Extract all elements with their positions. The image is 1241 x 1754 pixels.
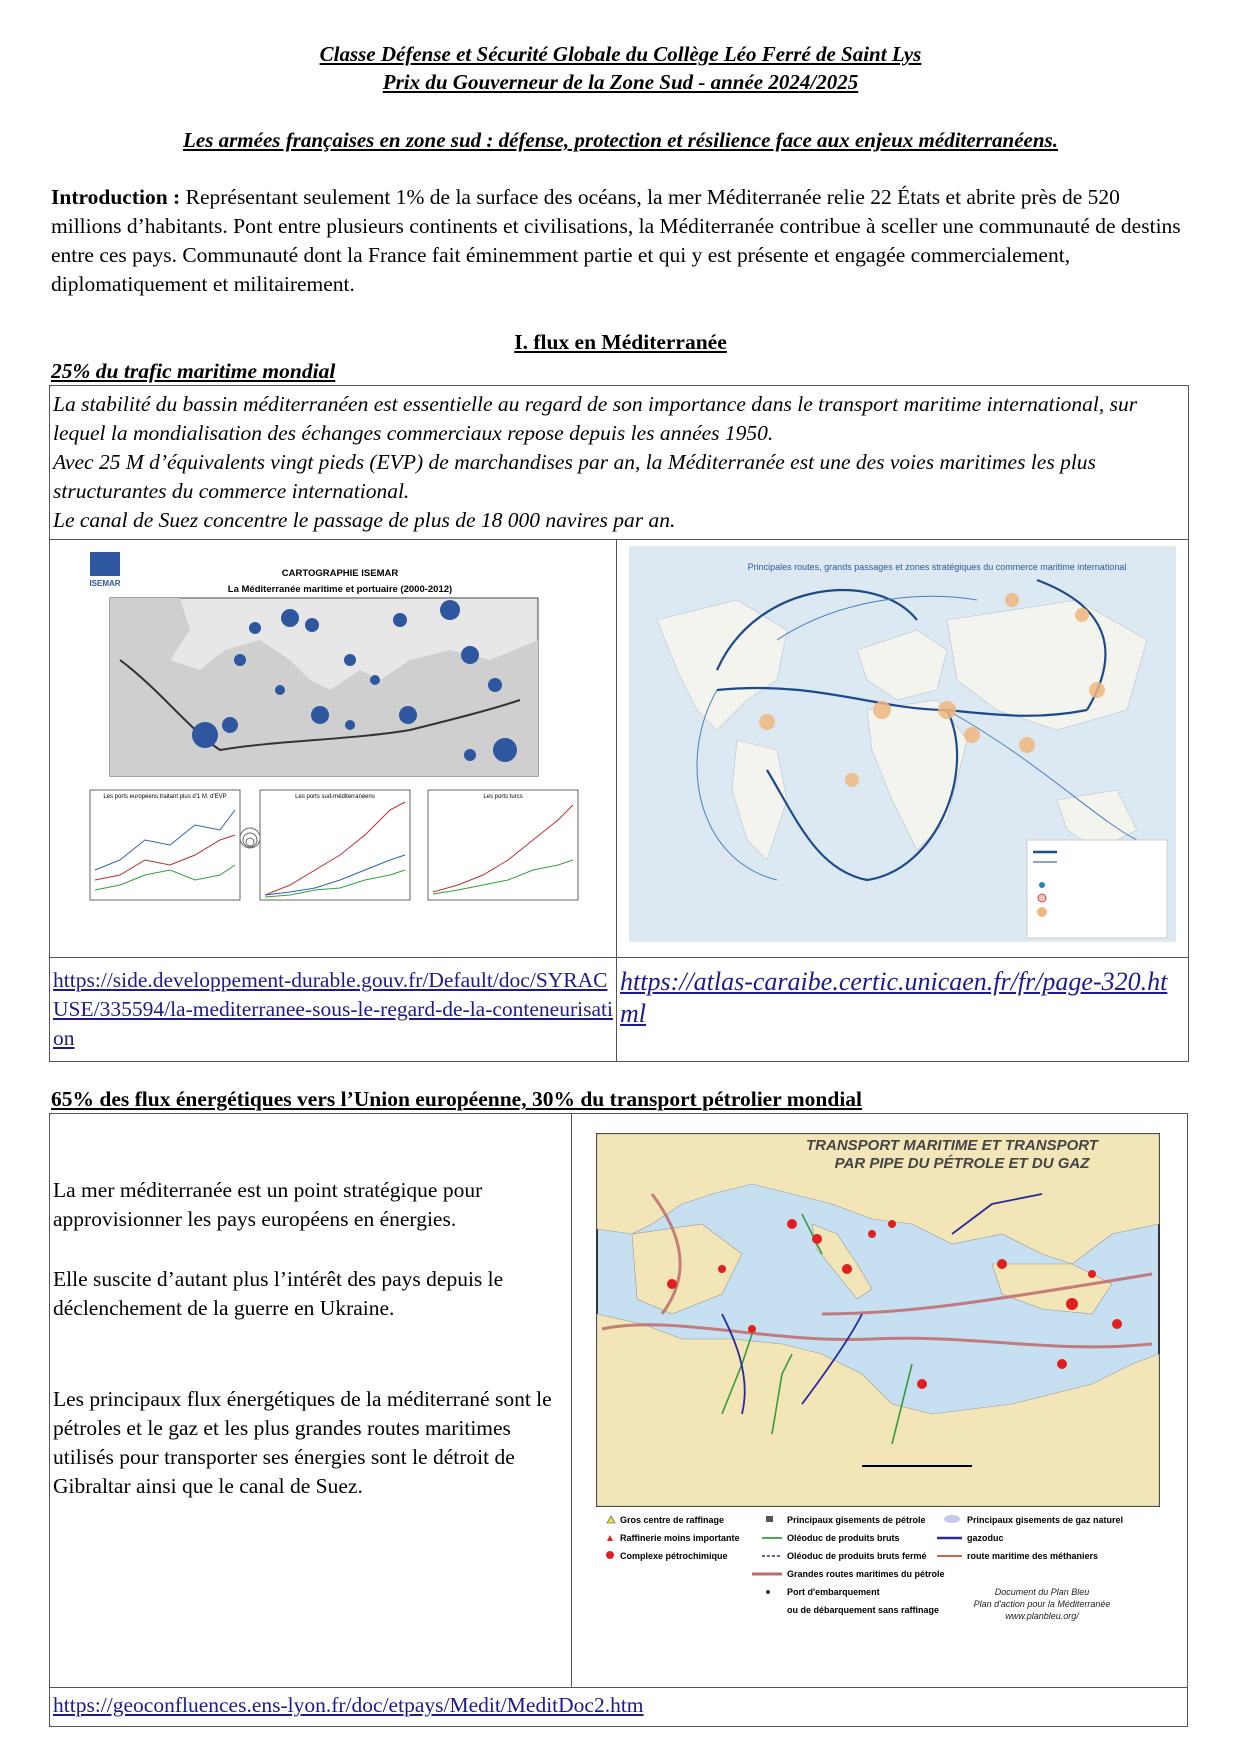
svg-text:Principaux gisements de gaz na: Principaux gisements de gaz naturel bbox=[967, 1515, 1124, 1525]
isemar-logo-text: ISEMAR bbox=[89, 579, 121, 588]
section-2-subtitle: 65% des flux énergétiques vers l’Union européenne, 30% du transport pétrolier mondial bbox=[51, 1087, 863, 1111]
figure-isemar bbox=[50, 540, 616, 957]
routes-title: Principales routes, grands passages et zones stratégiques du commerce maritime international bbox=[747, 562, 1127, 572]
intro-text: Représentant seulement 1% de la surface des océans, la mer Méditerranée relie 22 États et abrite près de 520 millions d’habitants. Pont entre plusieurs continents et civilisations, la Méditerranée contribue à sceller une communauté de destins entre ces pays. Communauté dont la France fait éminemment partie et qui y est présente et engagée commercialement, diplomatiquement et militairement. bbox=[51, 185, 1181, 296]
header-line-1: Classe Défense et Sécurité Globale du Collège Léo Ferré de Saint Lys bbox=[319, 42, 922, 66]
svg-text:Raffinerie moins importante: Raffinerie moins importante bbox=[620, 1533, 740, 1543]
energy-map-figure bbox=[572, 1114, 1187, 1687]
section-1-subtitle: 25% du trafic maritime mondial bbox=[51, 359, 336, 383]
energy-map-title-2: PAR PIPE DU PÉTROLE ET DU GAZ bbox=[834, 1155, 1090, 1172]
svg-text:www.planbleu.org/: www.planbleu.org/ bbox=[1005, 1611, 1079, 1621]
svg-text:Les ports turcs: Les ports turcs bbox=[483, 794, 523, 800]
isemar-chart-1 bbox=[90, 790, 240, 900]
svg-text:Les ports européens traitant p: Les ports européens traitant plus d'1 M. d'EVP bbox=[103, 794, 227, 800]
link-geoconfluences[interactable]: https://geoconfluences.ens-lyon.fr/doc/etpays/Medit/MeditDoc2.htm bbox=[53, 1693, 644, 1717]
energy-paragraph-1: La mer méditerranée est un point stratégique pour approvisionner les pays européens en énergies. bbox=[53, 1178, 483, 1231]
energy-map-source bbox=[974, 1587, 1111, 1621]
intro-label: Introduction : bbox=[51, 185, 181, 209]
link-atlas-caraibe[interactable]: https://atlas-caraibe.certic.unicaen.fr/fr/page-320.html bbox=[620, 967, 1168, 1028]
svg-text:Port d'embarquement: Port d'embarquement bbox=[787, 1587, 880, 1597]
section-1-title: I. flux en Méditerranée bbox=[514, 330, 727, 354]
svg-text:Les ports sud-méditerranéens: Les ports sud-méditerranéens bbox=[295, 794, 375, 800]
energy-paragraph-3: Les principaux flux énergétiques de la méditerrané sont le pétroles et le gaz et les plus grandes routes maritimes utilisés pour transporter ses énergies sont le détroit de Gibraltar ainsi que le canal de Suez. bbox=[53, 1387, 552, 1498]
trafic-table bbox=[49, 385, 1189, 1062]
svg-text:Oléoduc de produits bruts ferm: Oléoduc de produits bruts fermé bbox=[787, 1551, 927, 1561]
energy-text bbox=[50, 1114, 571, 1501]
trafic-paragraph-cell bbox=[50, 386, 1189, 540]
energy-text-cell bbox=[50, 1114, 572, 1688]
document-title: Les armées françaises en zone sud : défense, protection et résilience face aux enjeux méditerranéens. bbox=[183, 128, 1058, 152]
energy-table bbox=[49, 1113, 1188, 1727]
introduction bbox=[51, 183, 1191, 299]
svg-text:Complexe pétrochimique: Complexe pétrochimique bbox=[620, 1551, 728, 1561]
svg-text:Document du Plan Bleu: Document du Plan Bleu bbox=[994, 1587, 1090, 1597]
svg-text:Gros centre de raffinage: Gros centre de raffinage bbox=[620, 1515, 725, 1525]
energy-map bbox=[572, 1114, 1187, 1682]
svg-text:Plan d'action pour la Méditerr: Plan d'action pour la Méditerranée bbox=[973, 1599, 1111, 1609]
isemar-heading: CARTOGRAPHIE ISEMAR bbox=[281, 568, 399, 579]
svg-text:Oléoduc de produits bruts: Oléoduc de produits bruts bbox=[787, 1533, 900, 1543]
isemar-logo-icon bbox=[90, 552, 120, 576]
energy-map-title-1: TRANSPORT MARITIME ET TRANSPORT bbox=[806, 1137, 1098, 1154]
svg-text:Principaux gisements de pétrol: Principaux gisements de pétrole bbox=[787, 1515, 926, 1525]
header-line-2: Prix du Gouverneur de la Zone Sud - année 2024/2025 bbox=[382, 70, 859, 94]
isemar-map-figure bbox=[50, 540, 616, 952]
figure-routes bbox=[617, 540, 1188, 957]
trafic-paragraph: La stabilité du bassin méditerranéen est essentielle au regard de son importance dans le transport maritime international, sur lequel la mondialisation des échanges commerciaux repose depuis les années 1950. Avec 25 M d’équivalents vingt pieds (EVP) de marchandises par an, la Méditerranée est une des voies maritimes les plus structurantes du commerce international. Le canal de Suez concentre le passage de plus de 18 000 navires par an. bbox=[53, 392, 1138, 532]
energy-paragraph-2: Elle suscite d’autant plus l’intérêt des pays depuis le déclenchement de la guerre en Ukraine. bbox=[53, 1267, 504, 1320]
energy-link-cell bbox=[50, 1688, 1188, 1727]
routes-legend bbox=[1027, 840, 1167, 938]
svg-text:ou de débarquement sans raffin: ou de débarquement sans raffinage bbox=[787, 1605, 940, 1615]
figure-isemar-cell bbox=[50, 540, 617, 958]
isemar-chart-2 bbox=[260, 790, 410, 900]
svg-text:route maritime des méthaniers: route maritime des méthaniers bbox=[967, 1551, 1099, 1561]
isemar-chart-3 bbox=[428, 790, 578, 900]
link-side-developpement[interactable]: https://side.developpement-durable.gouv.fr/Default/doc/SYRACUSE/335594/la-mediterranee-sous-le-regard-de-la-conteneurisation bbox=[53, 968, 613, 1050]
energy-map-cell bbox=[572, 1114, 1188, 1688]
link-right-cell bbox=[617, 958, 1189, 1062]
isemar-title: La Méditerranée maritime et portuaire (2000-2012) bbox=[227, 584, 453, 595]
figure-routes-cell bbox=[617, 540, 1189, 958]
svg-text:gazoduc: gazoduc bbox=[967, 1533, 1004, 1543]
svg-text:Grandes routes maritimes du pé: Grandes routes maritimes du pétrole bbox=[787, 1569, 945, 1579]
routes-map-figure bbox=[617, 540, 1188, 952]
link-left-cell bbox=[50, 958, 617, 1062]
